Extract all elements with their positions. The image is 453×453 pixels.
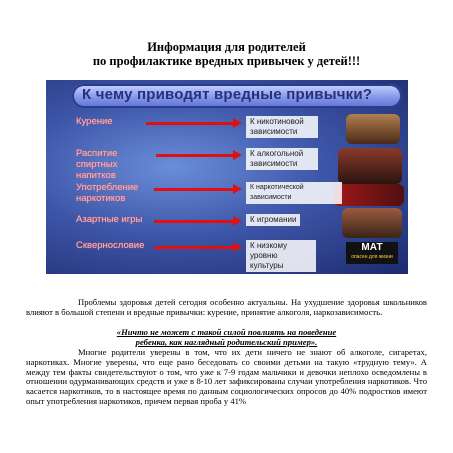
arrow-icon (146, 122, 234, 125)
stamp-sub-text: опасен для жизни (351, 254, 393, 260)
habit-effect: К наркотической зависимости (246, 182, 342, 204)
bad-habits-poster (46, 80, 408, 274)
document-title-line-2: по профилактике вредных привычек у детей!!! (92, 54, 361, 68)
paragraph-parents: Многие родители уверены в том, что их дети ничего не знают об алкоголе, сигаретах, наркотиках. Многие уверены, что еще рано беседовать со своими детьми на такую «трудную тему». А между тем факты свидетельствуют о том, что уже к 7-9 годам мальчики и девочки неплохо осведомлены в отношении одурманивающих средств и уже в 8-10 лет зафиксированы случаи употребления наркотиков. Что касается наркотиков, то в настоящее время по данным социологических опросов до 40% подростков имеют опыт употребления наркотиков, причем первая проба у 41% (26, 347, 427, 406)
habit-effect: К низкому уровню культуры (246, 240, 316, 272)
habit-cause: Курение (76, 116, 113, 127)
habit-effect: К никотиновой зависимости (246, 116, 318, 138)
arrow-icon (154, 188, 234, 191)
habit-cause: Употребление наркотиков (76, 182, 139, 204)
habit-row (46, 214, 408, 242)
habit-effect: К алкогольной зависимости (246, 148, 318, 170)
paragraph-intro: Проблемы здоровья детей сегодня особенно актуальны. На ухудшение здоровья школьников влияют в большой степени и вредные привычки: курение, принятие алкоголя, наркозависимость. (26, 297, 427, 317)
habit-row (46, 116, 408, 144)
arrow-icon (154, 246, 234, 249)
habit-row (46, 182, 408, 210)
habit-cause: Сквернословие (76, 240, 145, 251)
habit-row (46, 148, 408, 181)
arrow-icon (156, 154, 234, 157)
quote-line-1: «Ничто не может с такой силой повлиять на поведение (116, 327, 337, 337)
poster-banner (72, 84, 402, 108)
quote-line-2: ребенка, как наглядный родительский пример». (135, 337, 318, 347)
habit-row (46, 240, 408, 268)
poster-heading: К чему приводят вредные привычки? (82, 86, 373, 103)
habit-cause: Распитие спиртных напитков (76, 148, 118, 181)
document-title-line-1: Информация для родителей (147, 40, 306, 54)
habit-cause: Азартные игры (76, 214, 143, 225)
arrow-icon (154, 220, 234, 223)
habit-effect: К игромании (246, 214, 300, 226)
stamp-main-text: МАТ (361, 242, 383, 253)
